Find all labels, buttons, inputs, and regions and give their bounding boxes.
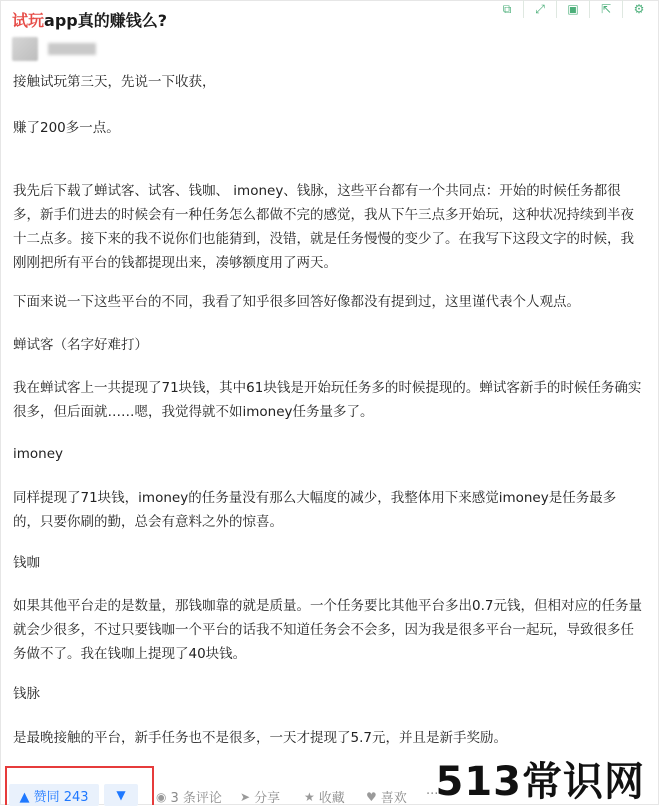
expand-icon[interactable]: ⤢ [523, 0, 556, 18]
paragraph: 我在蝉试客上一共提现了71块钱，其中61块钱是开始玩任务多的时候提现的。蝉试客新手的时候任务确实很多，但后面就……嗯，我觉得就不如imoney任务量多了。 [13, 380, 642, 420]
paragraph: 我先后下载了蝉试客、试客、钱咖、 imoney、钱脉，这些平台都有一个共同点：开始的时候任务都很多，新手们进去的时候会有一种任务怎么都做不完的感觉，我从下午三点多开始玩，这种状况持续到半夜十二点多。接下来的我不说你们也能猜到，没错，就是任务慢慢的变少了。在我写下这段文字的时候，我刚刚把所有平台的钱都提现出来，凑够额度用了两天。 [13, 183, 634, 271]
title-rest: app真的赚钱么? [44, 11, 168, 30]
watermark: 513常识网 [435, 759, 645, 805]
more-button[interactable]: ··· [426, 787, 439, 802]
collect-button[interactable] [304, 787, 345, 806]
collect-label: 收藏 [318, 791, 345, 806]
comments-button[interactable] [156, 787, 222, 806]
share-button[interactable] [240, 787, 280, 806]
avatar[interactable] [12, 37, 38, 61]
paragraph: 是最晚接触的平台，新手任务也不是很多，一天才提现了5.7元，并且是新手奖励。 [13, 730, 507, 746]
like-button[interactable] [366, 787, 407, 806]
export-icon[interactable]: ⇱ [589, 0, 622, 18]
save-icon[interactable]: ▣ [556, 0, 589, 18]
vote-down-button[interactable]: ▼ [104, 784, 138, 806]
question-title[interactable] [12, 8, 167, 31]
vote-up-button[interactable]: ▲ 赞同 243 [9, 784, 99, 806]
paragraph: 如果其他平台走的是数量，那钱咖靠的就是质量。一个任务要比其他平台多出0.7元钱，但相对应的任务量就会少很多，不过只要钱咖一个平台的话我不知道任务会不会多，因为我是很多平台一起玩，导致很多任务做不了。我在钱咖上提现了40块钱。 [13, 598, 642, 662]
comment-icon: ◉ [156, 789, 167, 804]
star-icon: ★ [304, 789, 315, 804]
like-label: 喜欢 [380, 791, 407, 806]
heart-icon: ♥ [366, 789, 377, 804]
gear-icon[interactable]: ⚙ [622, 0, 655, 18]
section-heading: imoney [13, 446, 64, 462]
paragraph: 下面来说一下这些平台的不同，我看了知乎很多回答好像都没有提到过，这里谨代表个人观点。 [13, 294, 580, 310]
share-icon: ➤ [240, 789, 251, 804]
section-heading: 钱咖 [13, 555, 40, 571]
author-name-blurred [48, 43, 96, 55]
author-info[interactable] [12, 37, 96, 61]
paragraph: 同样提现了71块钱，imoney的任务量没有那么大幅度的减少，我整体用下来感觉imoney是任务最多的，只要你刷的勤，总会有意料之外的惊喜。 [13, 490, 617, 530]
editor-toolbar [491, 0, 655, 18]
section-heading: 钱脉 [13, 686, 40, 702]
paragraph: 接触试玩第三天，先说一下收获， [13, 74, 216, 90]
section-heading: 蝉试客（名字好难打） [13, 337, 148, 353]
comments-label: 3 条评论 [170, 791, 222, 806]
title-highlight: 试玩 [12, 11, 45, 30]
copy-icon[interactable]: ⧉ [502, 1, 512, 16]
share-label: 分享 [254, 791, 281, 806]
paragraph: 赚了200多一点。 [13, 120, 120, 136]
